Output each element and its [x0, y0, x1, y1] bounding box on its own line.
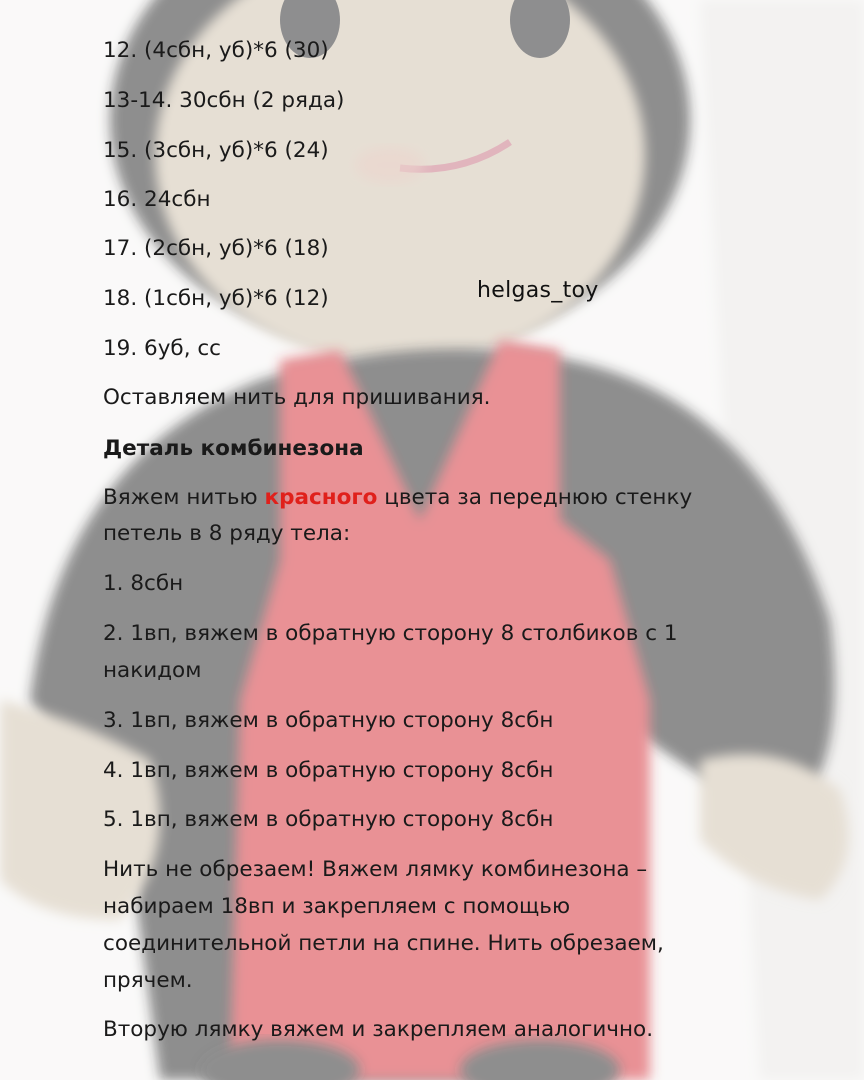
- overalls-row-1: 1. 8сбн: [103, 571, 184, 596]
- intro-line-2: петель в 8 ряду тела:: [103, 521, 351, 546]
- row-13-14: 13-14. 30сбн (2 ряда): [103, 88, 345, 113]
- row-12: 12. (4сбн, уб)*6 (30): [103, 38, 329, 63]
- watermark: helgas_toy: [477, 278, 599, 303]
- overalls-row-5: 5. 1вп, вяжем в обратную сторону 8сбн: [103, 807, 554, 832]
- strap-line-4: прячем.: [103, 968, 193, 993]
- row-17: 17. (2сбн, уб)*6 (18): [103, 236, 329, 261]
- overalls-row-3: 3. 1вп, вяжем в обратную сторону 8сбн: [103, 708, 554, 733]
- intro-color-word: красного: [264, 485, 378, 510]
- intro-line-1: [103, 485, 692, 510]
- intro-text-before: Вяжем нитью: [103, 485, 265, 510]
- row-18: 18. (1сбн, уб)*6 (12): [103, 286, 329, 311]
- row-15: 15. (3сбн, уб)*6 (24): [103, 138, 329, 163]
- row-19: 19. 6уб, сс: [103, 336, 221, 361]
- row-16: 16. 24сбн: [103, 187, 211, 212]
- leave-thread-note: Оставляем нить для пришивания.: [103, 385, 491, 410]
- overalls-row-4: 4. 1вп, вяжем в обратную сторону 8сбн: [103, 758, 554, 783]
- overalls-row-2-line-1: 2. 1вп, вяжем в обратную сторону 8 столбиков с 1: [103, 621, 678, 646]
- intro-text-after: цвета за переднюю стенку: [377, 485, 693, 510]
- section-title: Деталь комбинезона: [103, 436, 364, 461]
- strap-line-1: Нить не обрезаем! Вяжем лямку комбинезона –: [103, 857, 648, 882]
- second-strap-note: Вторую лямку вяжем и закрепляем аналогично.: [103, 1017, 654, 1042]
- strap-line-3: соединительной петли на спине. Нить обрезаем,: [103, 931, 664, 956]
- overalls-row-2-line-2: накидом: [103, 658, 202, 683]
- strap-line-2: набираем 18вп и закрепляем с помощью: [103, 894, 571, 919]
